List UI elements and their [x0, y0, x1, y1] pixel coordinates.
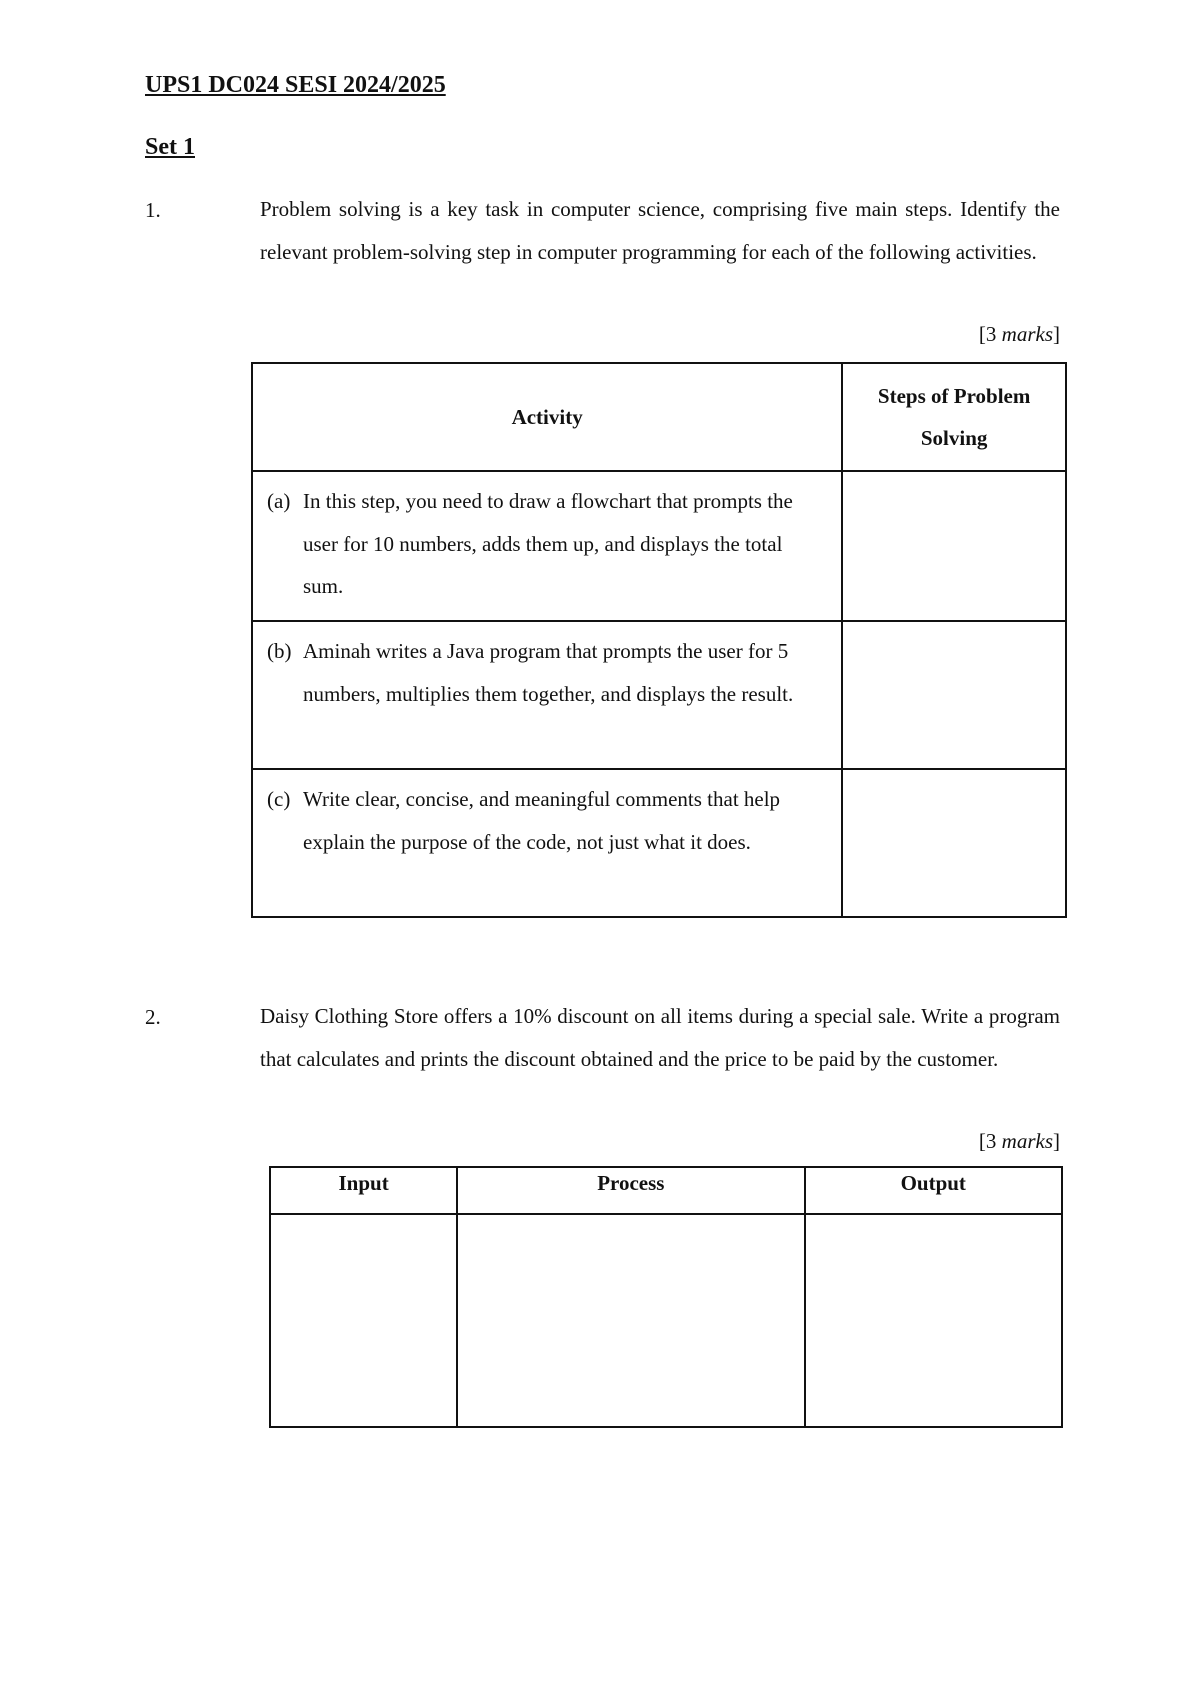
table-row: [252, 769, 1066, 917]
input-cell[interactable]: [270, 1214, 457, 1427]
header-activity: Activity: [252, 363, 842, 471]
header-steps-of-problem-solving: Steps of Problem Solving: [842, 363, 1066, 471]
table-row: [270, 1214, 1062, 1427]
item-label: (a): [267, 489, 291, 513]
set-title: Set 1: [145, 134, 195, 160]
item-label: (c): [267, 787, 291, 811]
question-1-marks: [3 marks]: [978, 322, 1060, 346]
activity-cell: [252, 769, 842, 917]
header-process: Process: [457, 1167, 804, 1214]
process-cell[interactable]: [457, 1214, 804, 1427]
activity-table: [251, 362, 1067, 918]
activity-cell: [252, 621, 842, 769]
question-2-marks: [3 marks]: [978, 1129, 1060, 1153]
activity-text: Aminah writes a Java program that prompts the user for 5 numbers, multiplies them together, and displays the result.: [303, 639, 794, 706]
document-title: UPS1 DC024 SESI 2024/2025: [145, 72, 446, 98]
output-cell[interactable]: [805, 1214, 1063, 1427]
question-1-number: 1.: [145, 198, 161, 222]
ipo-table: [269, 1166, 1063, 1428]
question-2-text: Daisy Clothing Store offers a 10% discount on all items during a special sale. Write a program that calculates and prints the discount obtained and the price to be paid by the customer.: [260, 1004, 1060, 1071]
question-1-text: Problem solving is a key task in computer science, comprising five main steps. Identify the relevant problem-solving step in computer programming for each of the following activities.: [260, 197, 1060, 264]
item-label: (b): [267, 639, 292, 663]
table-row: [252, 621, 1066, 769]
header-output: Output: [805, 1167, 1063, 1214]
table-row: [252, 471, 1066, 621]
header-input: Input: [270, 1167, 457, 1214]
answer-cell[interactable]: [842, 621, 1066, 769]
answer-cell[interactable]: [842, 471, 1066, 621]
activity-cell: [252, 471, 842, 621]
activity-text: Write clear, concise, and meaningful comments that help explain the purpose of the code, not just what it does.: [303, 787, 781, 854]
activity-text: In this step, you need to draw a flowchart that prompts the user for 10 numbers, adds them up, and displays the total sum.: [303, 489, 793, 598]
question-2-number: 2.: [145, 1005, 161, 1029]
answer-cell[interactable]: [842, 769, 1066, 917]
